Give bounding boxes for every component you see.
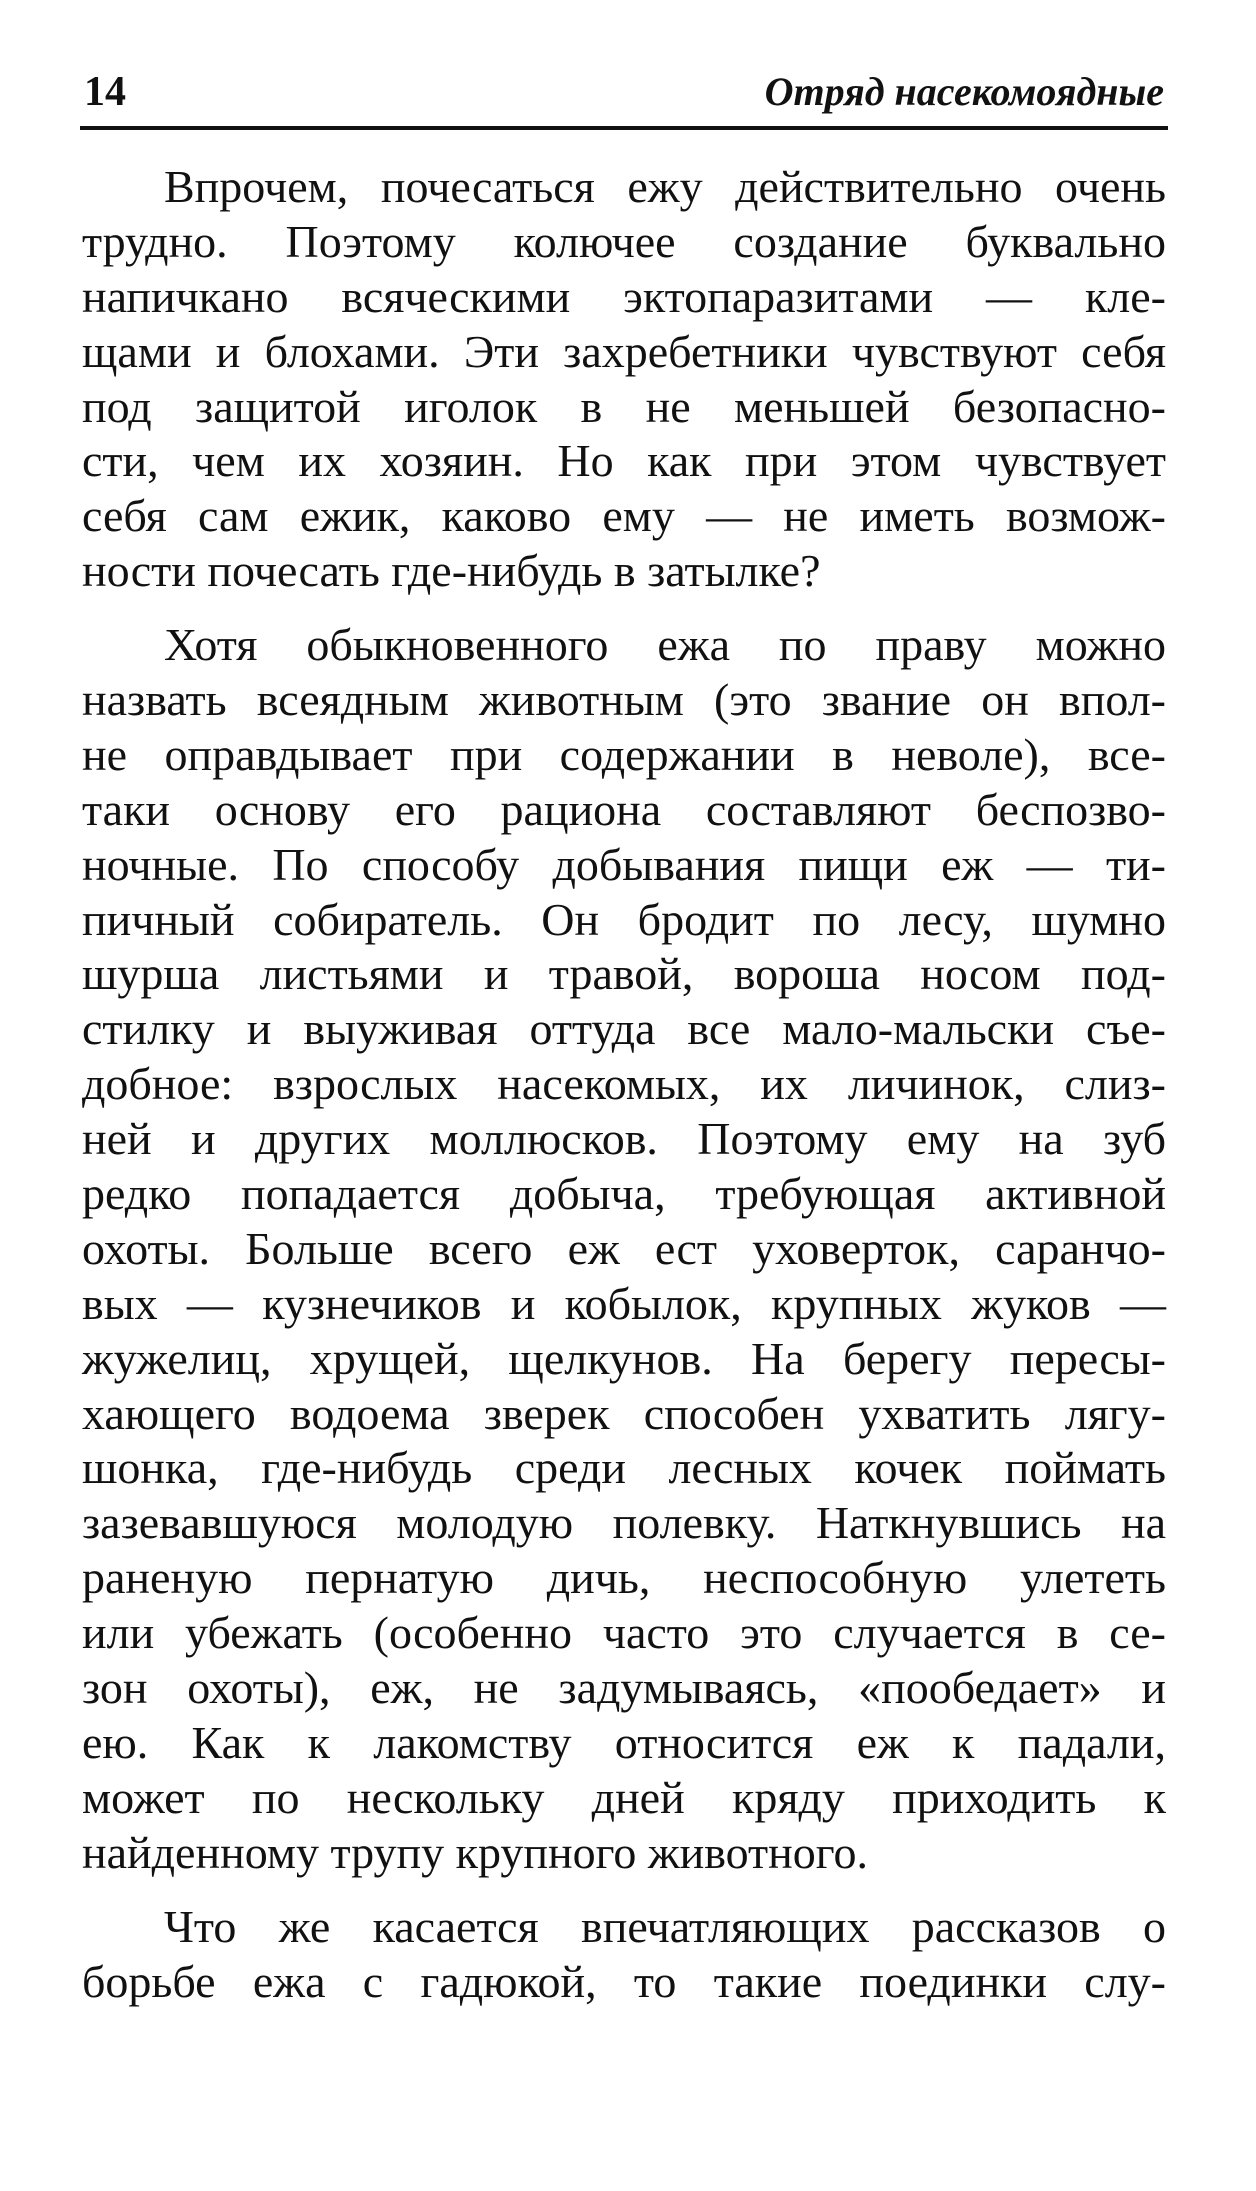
text-line: охоты. Больше всего еж ест уховерток, саранчо- [82, 1222, 1166, 1274]
text-line: напичкано всяческими эктопаразитами — кле- [82, 270, 1166, 322]
text-line: редко попадается добыча, требующая активной [82, 1168, 1166, 1220]
text-line: себя сам ежик, каково ему — не иметь возмож- [82, 490, 1166, 542]
text-line: стилку и выуживая оттуда все мало-мальски съе- [82, 1003, 1166, 1055]
text-line: пичный собиратель. Он бродит по лесу, шумно [82, 893, 1166, 945]
text-line: жужелиц, хрущей, щелкунов. На берегу пересы- [82, 1332, 1166, 1384]
section-title: Отряд насекомоядные [764, 69, 1164, 114]
text-line: ней и других моллюсков. Поэтому ему на зуб [82, 1113, 1166, 1165]
text-line: шонка, где-нибудь среди лесных кочек поймать [82, 1442, 1166, 1494]
text-line: таки основу его рациона составляют беспозво- [82, 783, 1166, 835]
text-line: добное: взрослых насекомых, их личинок, слиз- [82, 1058, 1166, 1110]
header-rule [80, 126, 1168, 130]
paragraph [82, 618, 1166, 1880]
text-line: не оправдывает при содержании в неволе), все- [82, 728, 1166, 780]
text-line: хающего водоема зверек способен ухватить лягу- [82, 1387, 1166, 1439]
text-line: вых — кузнечиков и кобылок, крупных жуков — [82, 1277, 1166, 1329]
text-line: сти, чем их хозяин. Но как при этом чувствует [82, 435, 1166, 487]
text-line: Хотя обыкновенного ежа по праву можно [164, 619, 1166, 671]
text-line: под защитой иголок в не меньшей безопасно- [82, 380, 1166, 432]
text-line: ночные. По способу добывания пищи еж — ти- [82, 838, 1166, 890]
text-line: трудно. Поэтому колючее создание буквально [82, 215, 1166, 267]
paragraph [82, 160, 1166, 599]
text-line: или убежать (особенно часто это случается в се- [82, 1607, 1166, 1659]
text-line: найденному трупу крупного животного. [82, 1826, 868, 1878]
text-line: зон охоты), еж, не задумываясь, «пообедает» и [82, 1662, 1166, 1714]
body-text [82, 160, 1166, 2028]
text-line: борьбе ежа с гадюкой, то такие поединки слу- [82, 1955, 1166, 2007]
text-line: назвать всеядным животным (это звание он впол- [82, 674, 1166, 726]
text-line: шурша листьями и травой, вороша носом под- [82, 948, 1166, 1000]
text-line: Впрочем, почесаться ежу действительно очень [164, 161, 1166, 212]
text-line: раненую пернатую дичь, неспособную улететь [82, 1552, 1166, 1604]
text-line: может по нескольку дней кряду приходить к [82, 1771, 1166, 1823]
text-line: зазевавшуюся молодую полевку. Наткнувшись на [82, 1497, 1166, 1549]
text-line: щами и блохами. Эти захребетники чувствуют себя [82, 325, 1166, 377]
text-line: ею. Как к лакомству относится еж к падали, [82, 1716, 1166, 1768]
page-number: 14 [84, 69, 126, 115]
paragraph [82, 1900, 1166, 2010]
text-line: ности почесать где-нибудь в затылке? [82, 545, 821, 597]
text-line: Что же касается впечатляющих рассказов о [164, 1900, 1166, 1952]
running-head [80, 60, 1168, 130]
